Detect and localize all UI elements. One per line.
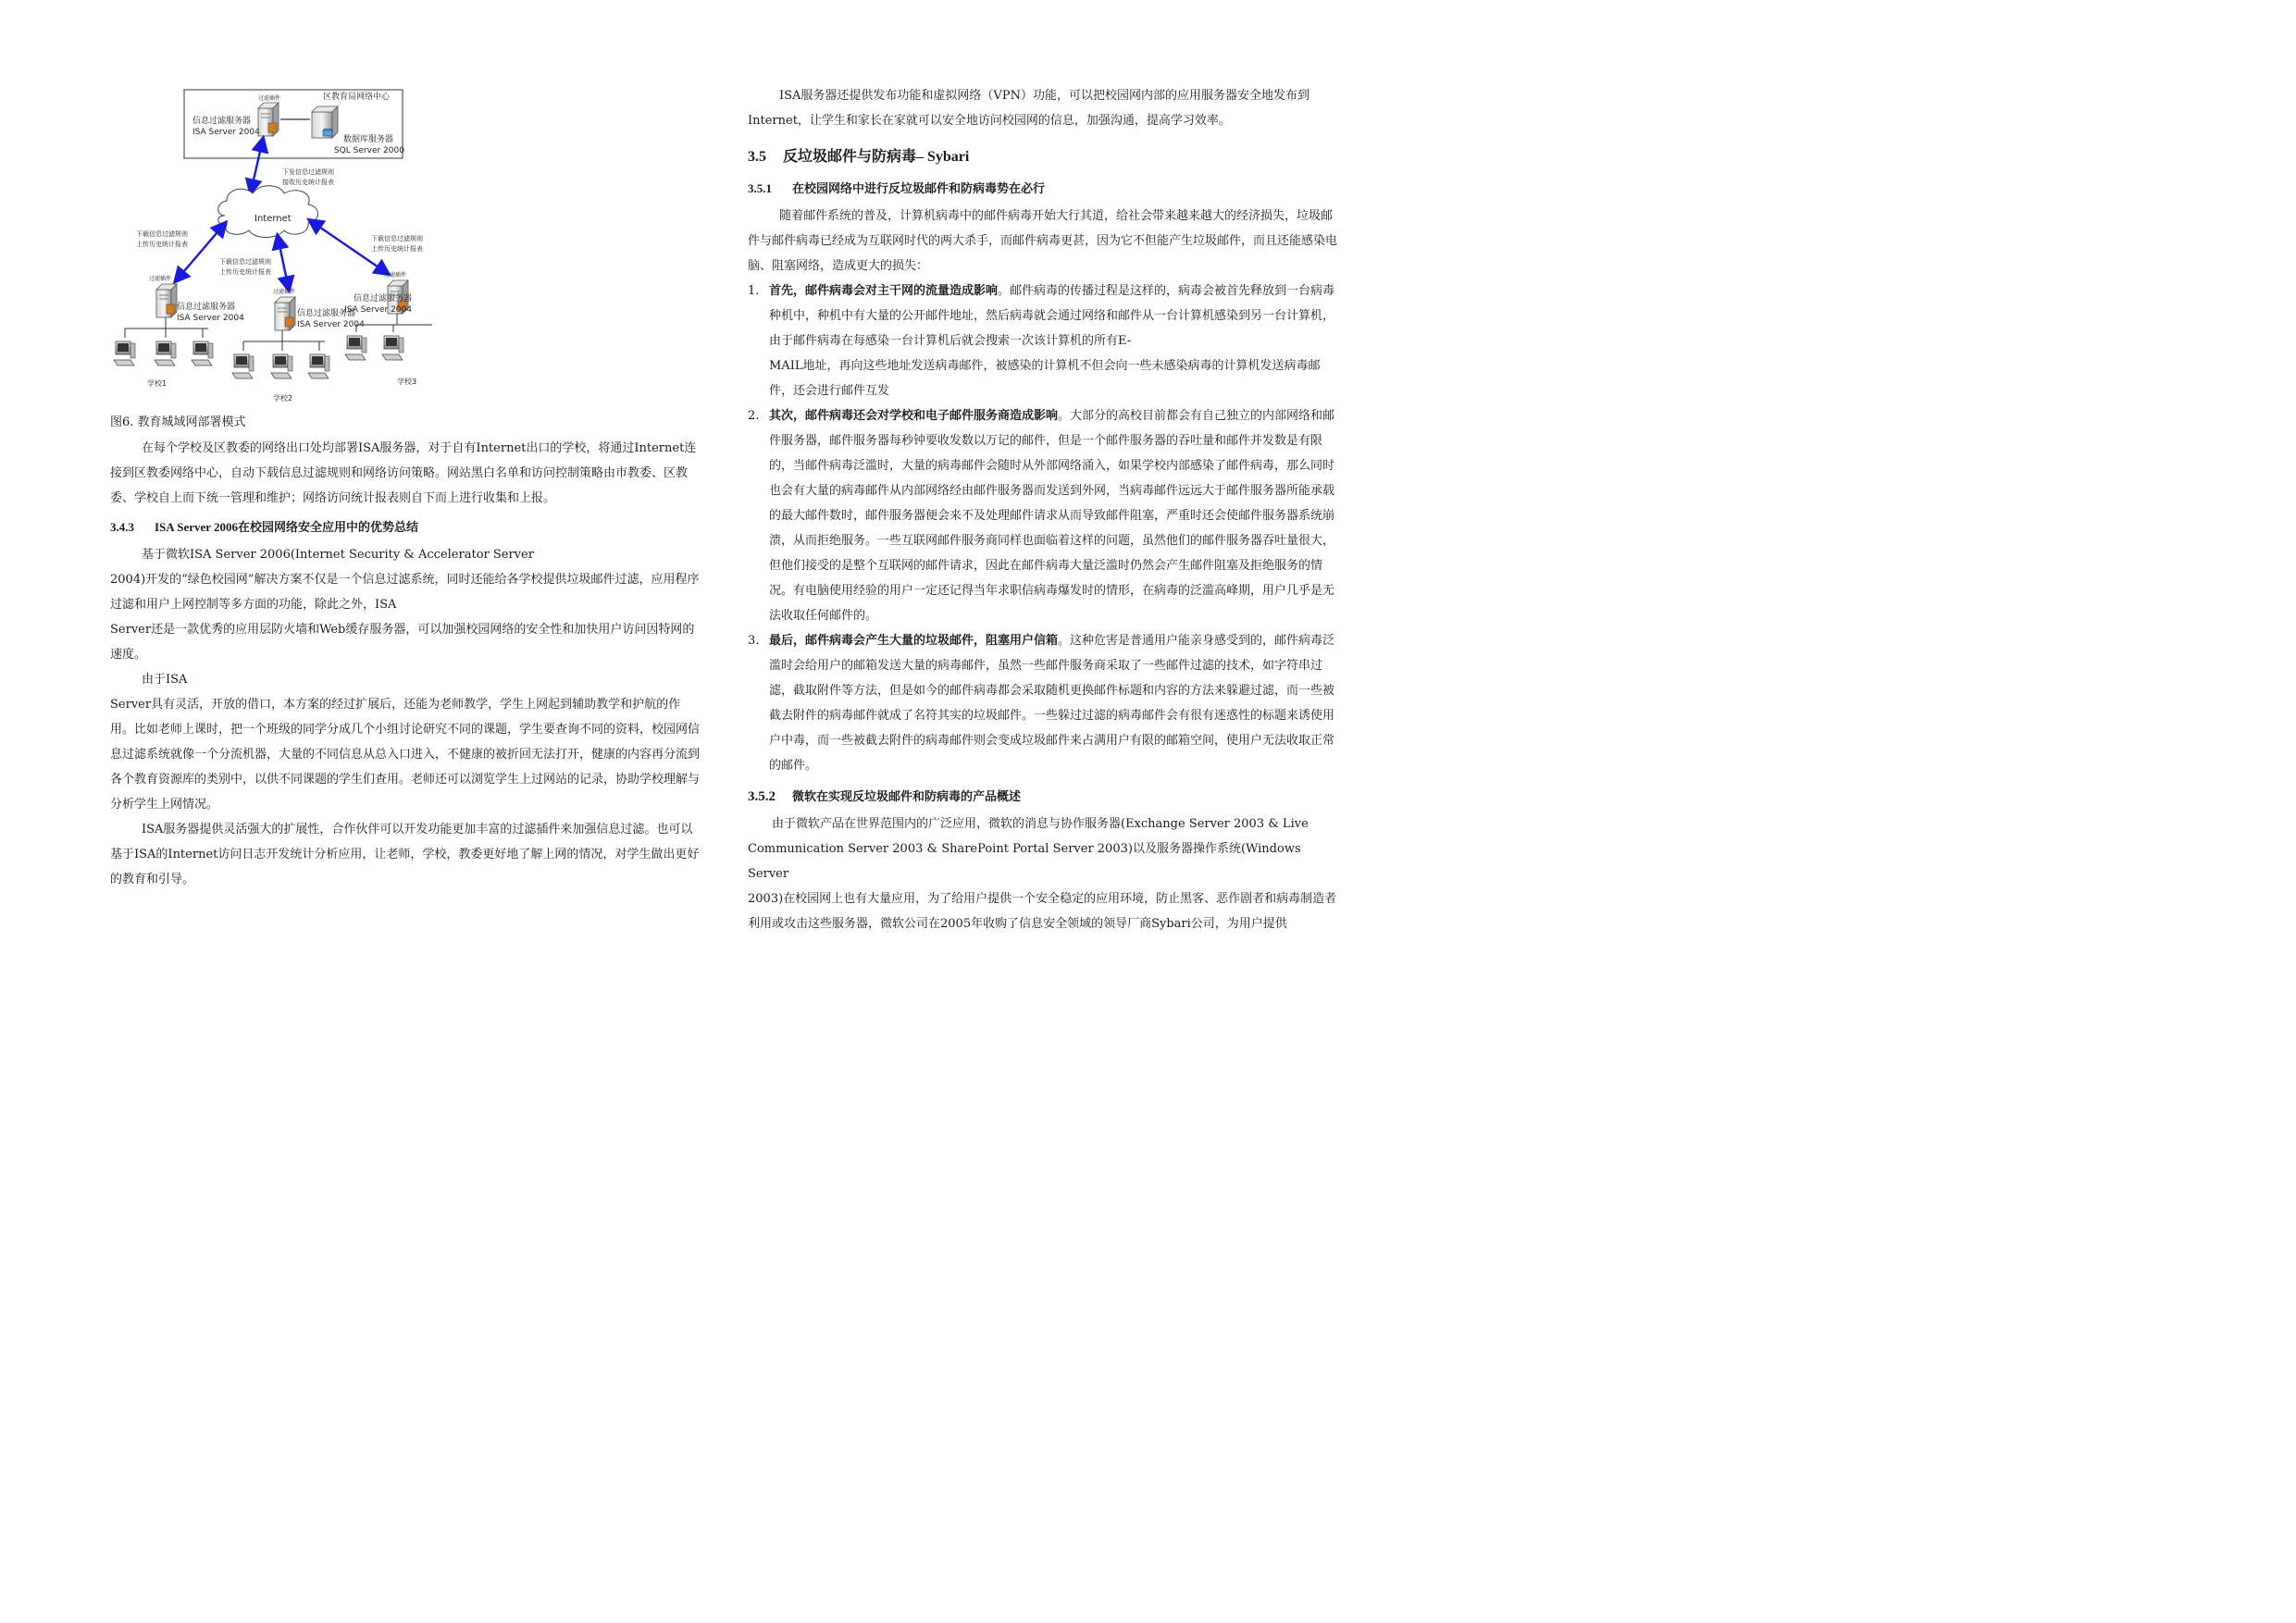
school3-pc-icon: [382, 336, 403, 360]
school1-server-label-en: ISA Server 2004: [177, 314, 244, 323]
top-link-label-2: 接收历史统计报表: [282, 179, 334, 186]
mid-link-label-1: 下载信息过滤规则: [219, 258, 271, 266]
school2-pc-icon: [232, 354, 254, 378]
network-deployment-diagram: [106, 86, 423, 405]
paragraph-isa-intro-line3: Server还是一款优秀的应用层防火墙和Web缓存服务器，可以加强校园网络的安全性和加快用户访问因特网的速度。: [110, 623, 695, 662]
figure-caption: 图6. 教育城域网部署模式: [110, 415, 246, 429]
school3-label: 学校3: [397, 378, 417, 386]
paragraph-ms-products-line2: Communication Server 2003 & SharePoint Portal Server 2003)以及服务器操作系统(Windows Server: [748, 842, 1301, 881]
section-heading-3-4-3: [110, 518, 704, 537]
school1-plugin-label: 过滤插件: [149, 276, 172, 282]
section-number: 3.5.2: [748, 789, 776, 804]
internet-cloud: [218, 186, 318, 238]
school3-pc-icon: [345, 336, 366, 360]
paragraph-isa-intro-line2: 2004)开发的“绿色校园网”解决方案不仅是一个信息过滤系统，同时还能给各学校提供垃圾邮件过滤，应用程序过滤和用户上网控制等多方面的功能，除此之外，ISA: [110, 573, 700, 612]
school3-server-label-cn: 信息过滤服务器: [353, 294, 412, 304]
school1-pc-icon: [114, 341, 135, 365]
paragraph-ms-products-line1: 由于微软产品在世界范围内的广泛应用，微软的消息与协作服务器(Exchange Server 2003 & Live: [772, 817, 1309, 831]
right-link-label-2: 上传历史统计报表: [371, 245, 423, 253]
paragraph-isa-flexible-line1: 由于ISA: [142, 673, 188, 687]
right-column: [748, 83, 1340, 936]
section-heading-3-5: [748, 148, 1340, 167]
section-heading-3-5-2: [748, 787, 1340, 806]
school2-server-label-en: ISA Server 2004: [297, 320, 365, 329]
school1-isa-server-icon: [156, 284, 177, 317]
school2-pc-icon: [271, 354, 292, 378]
internet-label: Internet: [254, 214, 292, 224]
list-item-bold: 最后，邮件病毒会产生大量的垃圾邮件，阻塞用户信箱: [769, 634, 1059, 648]
paragraph-mail-virus-intro: 随着邮件系统的普及，计算机病毒中的邮件病毒开始大行其道，给社会带来越来越大的经济损失，垃圾邮件与邮件病毒已经成为互联网时代的两大杀手，而邮件病毒更甚，因为它不但能产生垃圾邮件，而且还能感染电脑、阻塞网络，造成更大的损失：: [748, 209, 1338, 273]
list-item-bold: 首先，邮件病毒会对主干网的流量造成影响: [769, 284, 999, 298]
paragraph-isa-intro-line1: 基于微软ISA Server 2006(Internet Security & Accelerator Server: [142, 548, 534, 562]
school1-pc-icon: [155, 341, 176, 365]
db-label-cn: 数据库服务器: [343, 135, 394, 144]
left-column: [110, 415, 704, 892]
list-item-text: 。这种危害是普通用户能亲身感受到的，邮件病毒泛滥时会给用户的邮箱发送大量的病毒邮件，虽然一些邮件服务商采取了一些邮件过滤的技术，如字符串过滤，截取附件等方法，但是如今的邮件病毒都会采取随机更换邮件标题和内容的方法来躲避过滤，而一些被截去附件的病毒邮件就成了名符其实的垃圾邮件。一些躲过过滤的病毒邮件会有很有迷惑性的标题来诱使用户中毒，而一些被截去附件的病毒邮件则会变成垃圾邮件来占满用户有限的邮箱空间，使用户无法收取正常的邮件。: [769, 634, 1335, 773]
section-number: 3.5: [748, 149, 766, 165]
school2-server-label-cn: 信息过滤服务器: [297, 309, 356, 318]
list-item-text-continued: MAIL地址，再向这些地址发送病毒邮件，被感染的计算机不但会向一些未感染病毒的计算机发送病毒邮件，还会进行邮件互发: [769, 359, 1321, 398]
right-link-label-1: 下载信息过滤规则: [371, 235, 423, 242]
section-title: 在校园网络中进行反垃圾邮件和防病毒势在必行: [792, 181, 1046, 195]
db-label-en: SQL Server 2000: [334, 146, 404, 155]
section-heading-3-5-1: [748, 180, 1340, 198]
school1-server-label-cn: 信息过滤服务器: [177, 303, 236, 312]
school2-plugin-label: 过滤插件: [273, 289, 296, 295]
top-server-label-en: ISA Server 2004: [192, 128, 260, 137]
list-item-2: [748, 403, 1340, 628]
list-marker: 3.: [748, 634, 760, 648]
mid-link-label-2: 上传历史统计报表: [219, 268, 271, 276]
top-isa-server-icon: [258, 103, 279, 136]
section-title: ISA Server 2006在校园网络安全应用中的优势总结: [155, 520, 419, 534]
paragraph-isa-extensibility: ISA服务器提供灵活强大的扩展性，合作伙伴可以开发功能更加丰富的过滤插件来加强信息过滤。也可以基于ISA的Internet访问日志开发统计分析应用，让老师，学校，教委更好地了解上网的情况，对学生做出更好的教育和引导。: [110, 823, 700, 886]
school3-plugin-label: 过滤插件: [384, 272, 407, 279]
paragraph-ms-products-line3: 2003)在校园网上也有大量应用，为了给用户提供一个安全稳定的应用环境，防止黑客、恶作剧者和病毒制造者利用或攻击这些服务器，微软公司在2005年收购了信息安全领域的领导厂商Sybari公司，为用户提供: [748, 892, 1337, 931]
list-marker: 2.: [748, 409, 760, 423]
school1-label: 学校1: [147, 379, 168, 388]
school3-server-label-en: ISA Server 2004: [344, 305, 412, 315]
paragraph-isa-flexible-line2: Server具有灵活，开放的借口，本方案的经过扩展后，还能为老师教学，学生上网起到辅助教学和护航的作用。比如老师上课时，把一个班级的同学分成几个小组讨论研究不同的课题，学生要查询不同的资料，校园网信息过滤系统就像一个分流机器，大量的不同信息从总入口进入，不健康的被折回无法打开，健康的内容再分流到各个教育资源库的类别中，以供不同课题的学生们查用。老师还可以浏览学生上过网站的记录，协助学校理解与分析学生上网情况。: [110, 698, 701, 812]
top-plugin-label: 过滤插件: [258, 95, 281, 102]
network-center-label: 区教育局网络中心: [323, 93, 391, 102]
paragraph-deployment: 在每个学校及区教委的网络出口处均部署ISA服务器，对于自有Internet出口的学校，将通过Internet连接到区教委网络中心，自动下载信息过滤规则和网络访问策略。网站黑白名单和访问控制策略由市教委、区教委、学校自上而下统一管理和维护；网络访问统计报表则自下而上进行收集和上报。: [110, 441, 697, 505]
school1-pc-icon: [192, 341, 213, 365]
list-item-3: [748, 628, 1340, 778]
section-title: 微软在实现反垃圾邮件和防病毒的产品概述: [792, 789, 1022, 803]
paragraph-vpn: ISA服务器还提供发布功能和虚拟网络（VPN）功能，可以把校园网内部的应用服务器安全地发布到Internet，让学生和家长在家就可以安全地访问校园网的信息，加强沟通，提高学习效率。: [748, 89, 1309, 128]
list-marker: 1.: [748, 284, 760, 298]
section-number: 3.4.3: [110, 520, 134, 534]
list-item-text: 。邮件病毒的传播过程是这样的，病毒会被首先释放到一台病毒种机中，种机中有大量的公开邮件地址，然后病毒就会通过网络和邮件从一台计算机感染到另一台计算机，由于邮件病毒在每感染一台计算机后就会搜索一次该计算机的所有E-: [769, 284, 1335, 348]
section-number: 3.5.1: [748, 181, 772, 195]
database-server-icon: [312, 106, 338, 138]
school2-label: 学校2: [273, 394, 293, 403]
list-item-1: [748, 279, 1340, 403]
list-item-text: 。大部分的高校目前都会有自己独立的内部网络和邮件服务器，邮件服务器每秒钟要收发数以万记的邮件，但是一个邮件服务器的吞吐量和邮件并发数是有限的，当邮件病毒泛滥时，大量的病毒邮件会随时从外部网络涌入，如果学校内部感染了邮件病毒，那么同时也会有大量的病毒邮件从内部网络经由邮件服务器而发送到外网，当病毒邮件远远大于邮件服务器所能承载的最大邮件数时，邮件服务器便会来不及处理邮件请求从而导致邮件阻塞，严重时还会使邮件服务器系统崩溃，从而拒绝服务。一些互联网邮件服务商同样也面临着这样的问题，虽然他们的邮件服务器吞吐量很大，但他们接受的是整个互联网的邮件请求，因此在邮件病毒大量泛滥时仍然会产生邮件阻塞及拒绝服务的情况。有电脑使用经验的用户一定还记得当年求职信病毒爆发时的情形，在病毒的泛滥高峰期，用户几乎是无法收取任何邮件的。: [769, 409, 1335, 623]
top-server-label-cn: 信息过滤服务器: [192, 117, 252, 126]
school2-pc-icon: [308, 354, 329, 378]
school2-isa-server-icon: [275, 297, 295, 330]
section-title: 反垃圾邮件与防病毒– Sybari: [783, 149, 970, 165]
list-item-bold: 其次，邮件病毒还会对学校和电子邮件服务商造成影响: [769, 409, 1059, 423]
left-link-label-1: 下载信息过滤规则: [136, 230, 188, 238]
left-link-label-2: 上传历史统计报表: [136, 241, 188, 248]
top-link-label-1: 下发信息过滤规则: [282, 168, 334, 176]
